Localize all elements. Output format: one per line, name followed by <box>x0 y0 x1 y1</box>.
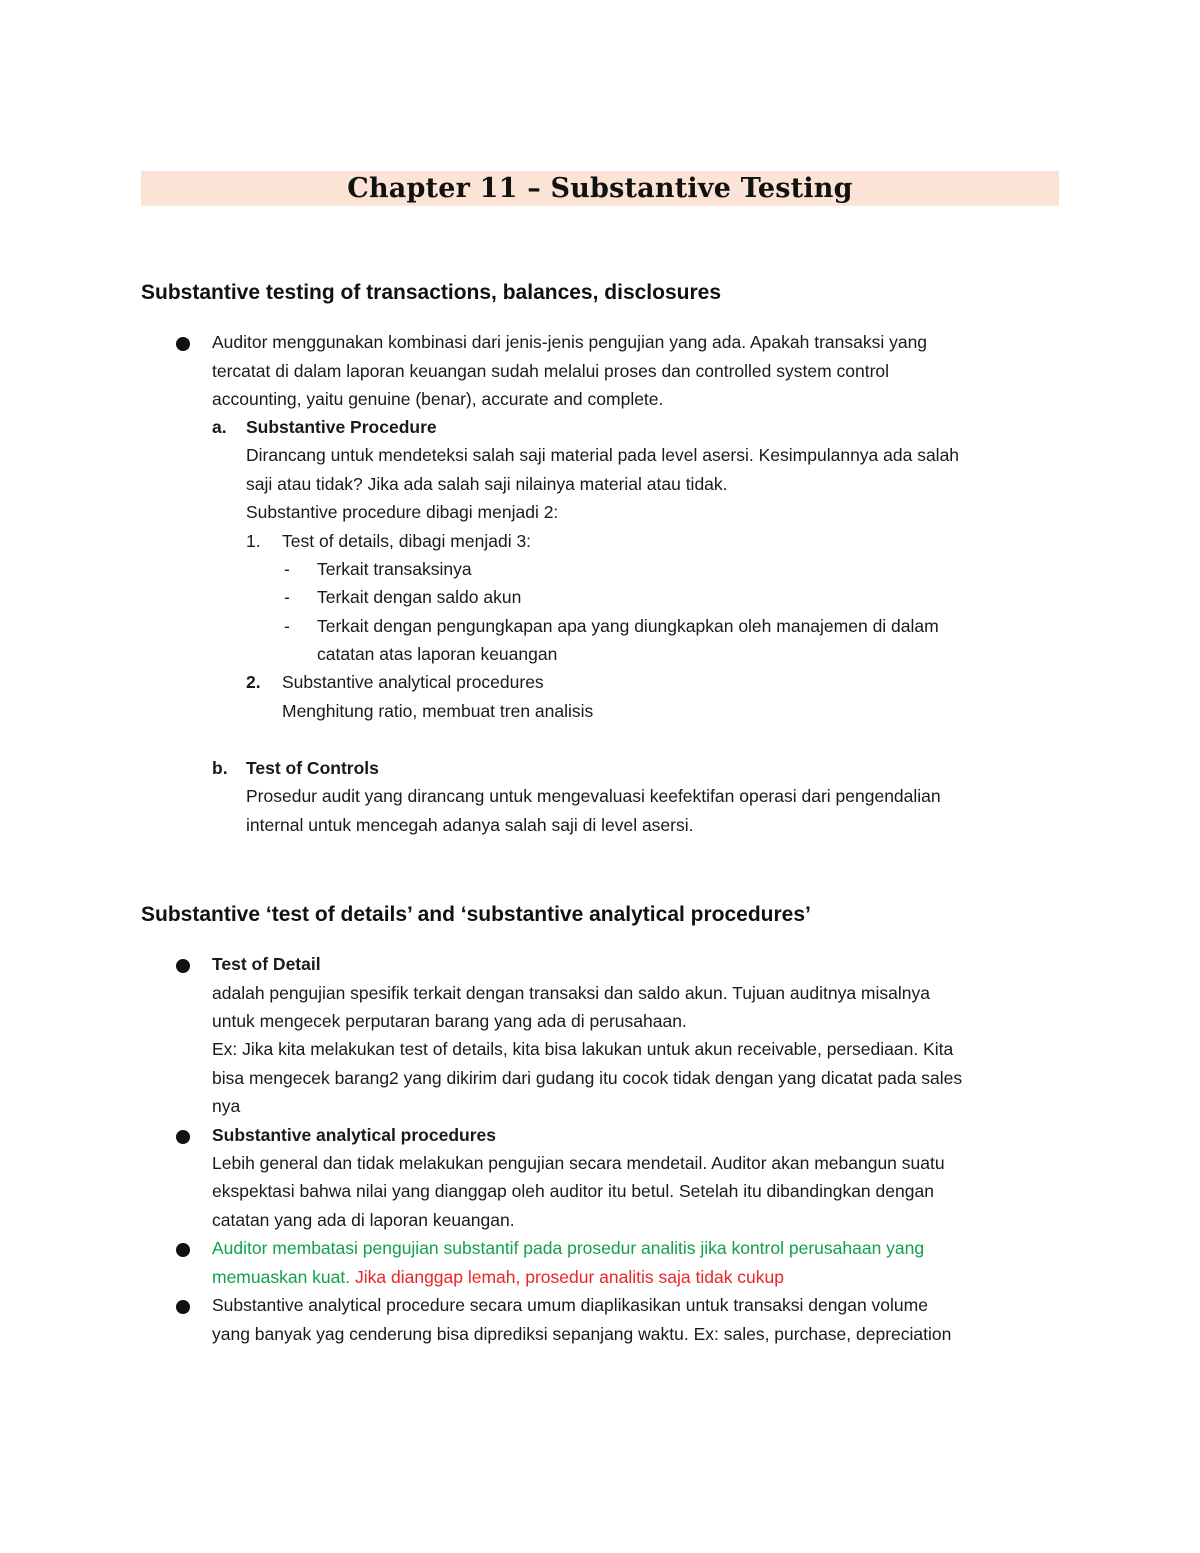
paragraph-line: Menghitung ratio, membuat tren analisis <box>282 701 594 721</box>
paragraph-line: internal untuk mencegah adanya salah saji di level asersi. <box>246 815 694 835</box>
paragraph-line: catatan yang ada di laporan keuangan. <box>212 1210 515 1230</box>
test-of-detail-title: Test of Detail <box>212 954 321 974</box>
mixed-color-line <box>212 1263 784 1291</box>
dash-item: Terkait dengan saldo akun <box>317 587 522 607</box>
paragraph-line: untuk mengecek perputaran barang yang ada di perusahaan. <box>212 1011 687 1031</box>
list-marker-1: 1. <box>246 531 261 551</box>
dash-item: Terkait transaksinya <box>317 559 472 579</box>
section1-heading: Substantive testing of transactions, balances, disclosures <box>141 281 722 304</box>
bullet-dot-icon <box>176 1130 190 1144</box>
bullet-dot-icon <box>176 959 190 973</box>
paragraph-line: Substantive procedure dibagi menjadi 2: <box>246 502 559 522</box>
paragraph-line: ekspektasi bahwa nilai yang dianggap oleh auditor itu betul. Setelah itu dibandingkan dengan <box>212 1181 934 1201</box>
paragraph-line: saji atau tidak? Jika ada salah saji nilainya material atau tidak. <box>246 474 728 494</box>
paragraph-line: Dirancang untuk mendeteksi salah saji material pada level asersi. Kesimpulannya ada salah <box>246 445 960 465</box>
red-warning-text: Jika dianggap lemah, prosedur analitis saja tidak cukup <box>355 1267 785 1287</box>
paragraph-line: Prosedur audit yang dirancang untuk mengevaluasi keefektifan operasi dari pengendalian <box>246 786 941 806</box>
dash-item: Terkait dengan pengungkapan apa yang diungkapkan oleh manajemen di dalam <box>317 616 939 636</box>
dash-marker: - <box>284 559 290 579</box>
substantive-procedure-title: Substantive Procedure <box>246 417 437 437</box>
chapter-title-banner <box>141 171 1059 206</box>
sap-title: Substantive analytical procedures <box>212 1125 496 1145</box>
section2-heading: Substantive ‘test of details’ and ‘substantive analytical procedures’ <box>141 903 811 926</box>
paragraph-line: adalah pengujian spesifik terkait dengan transaksi dan saldo akun. Tujuan auditnya misalnya <box>212 983 930 1003</box>
test-of-details-item: Test of details, dibagi menjadi 3: <box>282 531 532 551</box>
test-of-controls-title: Test of Controls <box>246 758 379 778</box>
paragraph-line: accounting, yaitu genuine (benar), accurate and complete. <box>212 389 664 409</box>
paragraph-line: bisa mengecek barang2 yang dikirim dari gudang itu cocok tidak dengan yang dicatat pada sales <box>212 1068 963 1088</box>
dash-item-continued: catatan atas laporan keuangan <box>317 644 558 664</box>
bullet-dot-icon <box>176 337 190 351</box>
analytical-procedures-item: Substantive analytical procedures <box>282 672 544 692</box>
list-marker-2: 2. <box>246 672 261 692</box>
paragraph-line: nya <box>212 1096 241 1116</box>
list-marker-a: a. <box>212 417 227 437</box>
bullet-dot-icon <box>176 1300 190 1314</box>
paragraph-line: tercatat di dalam laporan keuangan sudah melalui proses dan controlled system control <box>212 361 890 381</box>
paragraph-line: Ex: Jika kita melakukan test of details, kita bisa lakukan untuk akun receivable, persediaan. Kita <box>212 1039 954 1059</box>
paragraph-line: Auditor menggunakan kombinasi dari jenis-jenis pengujian yang ada. Apakah transaksi yang <box>212 332 928 352</box>
chapter-title: Chapter 11 – Substantive Testing <box>347 173 853 204</box>
paragraph-line: yang banyak yag cenderung bisa diprediksi sepanjang waktu. Ex: sales, purchase, depreciation <box>212 1324 952 1344</box>
paragraph-line: Substantive analytical procedure secara umum diaplikasikan untuk transaksi dengan volume <box>212 1295 928 1315</box>
dash-marker: - <box>284 587 290 607</box>
green-highlight-text: memuaskan kuat. <box>212 1267 351 1287</box>
paragraph-line: Lebih general dan tidak melakukan pengujian secara mendetail. Auditor akan mebangun suatu <box>212 1153 945 1173</box>
green-highlight-text: Auditor membatasi pengujian substantif pada prosedur analitis jika kontrol perusahaan yang <box>212 1238 925 1258</box>
dash-marker: - <box>284 616 290 636</box>
list-marker-b: b. <box>212 758 228 778</box>
bullet-dot-icon <box>176 1243 190 1257</box>
